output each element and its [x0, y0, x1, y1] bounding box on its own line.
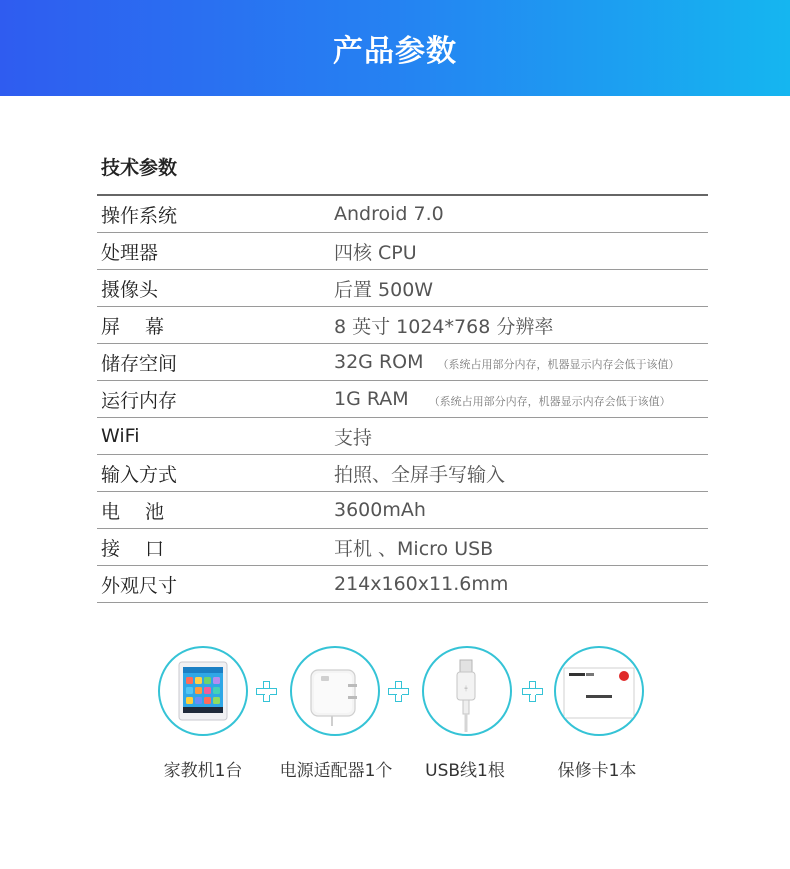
spec-row-ports [97, 529, 708, 566]
spec-value: 3600mAh [334, 499, 426, 521]
spec-value: 支持 [334, 426, 373, 449]
spec-value: 214x160x11.6mm [334, 573, 509, 595]
spec-row-ram [97, 381, 708, 418]
accessory-adapter [290, 646, 380, 736]
tablet-icon [160, 648, 246, 734]
spec-value: 四核 CPU [334, 241, 417, 264]
spec-row-camera [97, 270, 708, 307]
spec-label: 屏 幕 [101, 315, 165, 338]
accessory-label: 家教机1台 [163, 761, 243, 781]
accessory-label: 保修卡1本 [557, 761, 637, 781]
spec-value: 8 英寸 1024*768 分辨率 [334, 315, 554, 338]
spec-value: 后置 500W [334, 278, 434, 301]
spec-label: 接 口 [101, 537, 165, 560]
spec-label: 电 池 [101, 500, 165, 523]
spec-label: 操作系统 [101, 204, 178, 227]
spec-value: Android 7.0 [334, 203, 444, 225]
accessories-section [0, 646, 790, 786]
plus-icon [388, 681, 410, 703]
spec-row-cpu [97, 233, 708, 270]
accessory-tablet [158, 646, 248, 736]
usb-cable-icon [424, 648, 510, 734]
spec-row-os [97, 196, 708, 233]
spec-row-storage [97, 344, 708, 381]
spec-label: WiFi [101, 425, 140, 447]
spec-value: 耳机 、Micro USB [334, 537, 494, 560]
spec-row-screen [97, 307, 708, 344]
plus-icon [256, 681, 278, 703]
spec-note: （系统占用部分内存，机器显示内存会低于该值） [428, 395, 671, 408]
spec-label: 运行内存 [101, 389, 178, 412]
accessory-usb-cable [422, 646, 512, 736]
spec-label: 摄像头 [101, 278, 159, 301]
spec-label: 储存空间 [101, 352, 178, 375]
accessory-label: USB线1根 [425, 761, 505, 781]
warranty-card-icon [556, 648, 642, 734]
page-title: 产品参数 [333, 34, 457, 69]
spec-value: 1G RAM （系统占用部分内存，机器显示内存会低于该值） [334, 388, 671, 410]
spec-value: 拍照、全屏手写输入 [334, 463, 506, 486]
spec-row-input [97, 455, 708, 492]
spec-label: 输入方式 [101, 463, 178, 486]
svg-text:╪: ╪ [464, 686, 468, 692]
header-banner [0, 0, 790, 96]
spec-label: 外观尺寸 [101, 574, 178, 597]
spec-row-battery [97, 492, 708, 529]
spec-row-wifi [97, 418, 708, 455]
spec-value: 32G ROM （系统占用部分内存，机器显示内存会低于该值） [334, 351, 680, 373]
section-title: 技术参数 [101, 157, 178, 179]
plus-icon [522, 681, 544, 703]
accessory-label: 电源适配器1个 [279, 761, 393, 781]
power-adapter-icon [292, 648, 378, 734]
spec-table [97, 194, 708, 603]
spec-note: （系统占用部分内存，机器显示内存会低于该值） [437, 358, 680, 371]
spec-label: 处理器 [101, 241, 159, 264]
spec-row-dimensions [97, 566, 708, 603]
accessory-warranty-card [554, 646, 644, 736]
